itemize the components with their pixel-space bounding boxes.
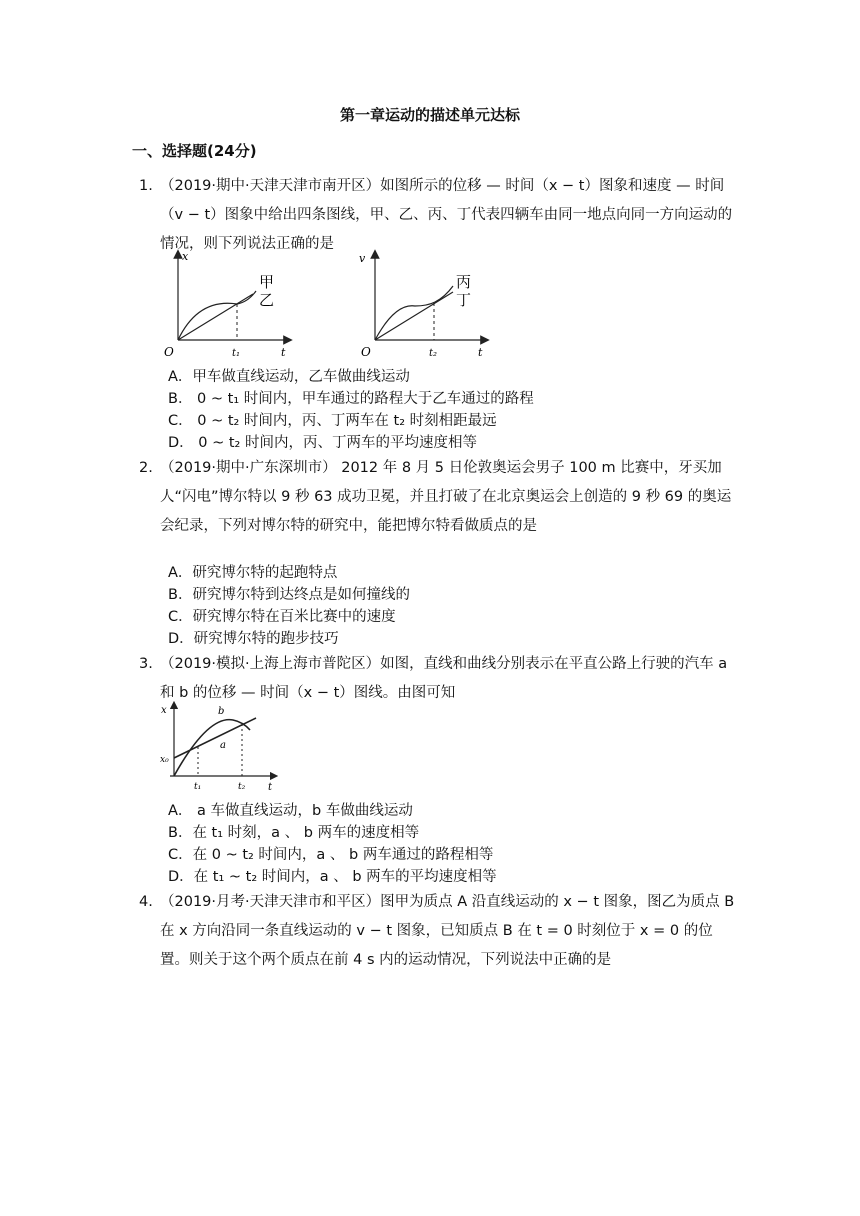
fig3-curve-label-a: a xyxy=(220,740,226,751)
fig2-tick-label: t₂ xyxy=(429,348,438,359)
fig3-x-axis-label: t xyxy=(268,782,273,792)
fig1-tick-label: t₁ xyxy=(232,348,241,359)
fig2-origin-label: O xyxy=(361,345,371,359)
fig2-x-axis-label: t xyxy=(478,346,483,359)
fig2-curve-label-bing: 丙 xyxy=(456,273,472,291)
question-1-stem: （2019·期中·天津天津市南开区）如图所示的位移 — 时间（x − t）图象和速度 — 时间（v − t）图象中给出四条图线，甲、乙、丙、丁代表四辆车由同一地点向同一方向运动的情况，则下列说法正确的是 xyxy=(160,178,733,252)
question-2-option-b: B．研究博尔特到达终点是如何撞线的 xyxy=(168,587,410,603)
fig1-curve-label-yi: 乙 xyxy=(259,291,275,309)
fig2-curve-label-ding: 丁 xyxy=(456,291,472,309)
question-2-option-c: C．研究博尔特在百米比赛中的速度 xyxy=(168,609,396,625)
question-3-option-c: C．在 0 ~ t₂ 时间内，a 、 b 两车通过的路程相等 xyxy=(168,847,494,863)
question-3-stem: （2019·模拟·上海上海市普陀区）如图，直线和曲线分别表示在平直公路上行驶的汽车 a 和 b 的位移 — 时间（x − t）图线。由图可知 xyxy=(160,656,728,701)
question-1-number: 1. xyxy=(139,178,153,194)
fig1-curve-label-jia: 甲 xyxy=(259,273,275,291)
fig1-y-axis-label: x xyxy=(182,250,189,263)
question-1-figure-vt xyxy=(355,248,495,368)
question-2-number: 2. xyxy=(139,460,153,476)
fig3-y-tick-x0: x₀ xyxy=(160,755,169,765)
question-1-option-c: C． 0 ~ t₂ 时间内，丙、丁两车在 t₂ 时刻相距最远 xyxy=(168,413,497,429)
question-2-option-a: A．研究博尔特的起跑特点 xyxy=(168,565,338,581)
fig1-x-axis-label: t xyxy=(281,346,286,359)
question-2-option-d: D．研究博尔特的跑步技巧 xyxy=(168,631,339,647)
fig3-curve-label-b: b xyxy=(218,706,225,717)
question-1-option-a: A．甲车做直线运动，乙车做曲线运动 xyxy=(168,369,410,385)
question-3-option-d: D．在 t₁ ~ t₂ 时间内，a 、 b 两车的平均速度相等 xyxy=(168,869,497,885)
question-3-number: 3. xyxy=(139,656,153,672)
fig3-x-tick-t2: t₂ xyxy=(238,782,246,792)
question-2-stem: （2019·期中·广东深圳市） 2012 年 8 月 5 日伦敦奥运会男子 100 m 比赛中，牙买加人“闪电”博尔特以 9 秒 63 成功卫冕，并且打破了在北京奥运会上创造的 9 秒 69 的奥运会纪录，下列对博尔特的研究中，能把博尔特看做质点的是 xyxy=(160,460,732,534)
fig3-y-axis-label: x xyxy=(161,705,167,716)
question-4-number: 4. xyxy=(139,894,153,910)
page-title: 第一章运动的描述单元达标 xyxy=(339,106,520,124)
fig3-x-tick-t1: t₁ xyxy=(194,782,202,792)
question-1-figure-xt xyxy=(158,248,298,368)
question-4-stem: （2019·月考·天津天津市和平区）图甲为质点 A 沿直线运动的 x − t 图象，图乙为质点 B 在 x 方向沿同一条直线运动的 v − t 图象，已知质点 B 在 t = 0 时刻位于 x = 0 的位置。则关于这个两个质点在前 4 s 内的运动情况，下列说法中正确的是 xyxy=(160,894,735,968)
question-1-option-d: D． 0 ~ t₂ 时间内，丙、丁两车的平均速度相等 xyxy=(168,435,477,451)
fig2-y-axis-label: v xyxy=(359,252,366,265)
fig1-origin-label: O xyxy=(164,345,174,359)
question-1-option-b: B． 0 ~ t₁ 时间内，甲车通过的路程大于乙车通过的路程 xyxy=(168,391,534,407)
question-3-figure-xt xyxy=(158,700,280,796)
question-3-option-b: B．在 t₁ 时刻，a 、 b 两车的速度相等 xyxy=(168,825,420,841)
section-heading: 一、选择题(24分) xyxy=(132,142,257,160)
question-3-option-a: A． a 车做直线运动，b 车做曲线运动 xyxy=(168,803,413,819)
